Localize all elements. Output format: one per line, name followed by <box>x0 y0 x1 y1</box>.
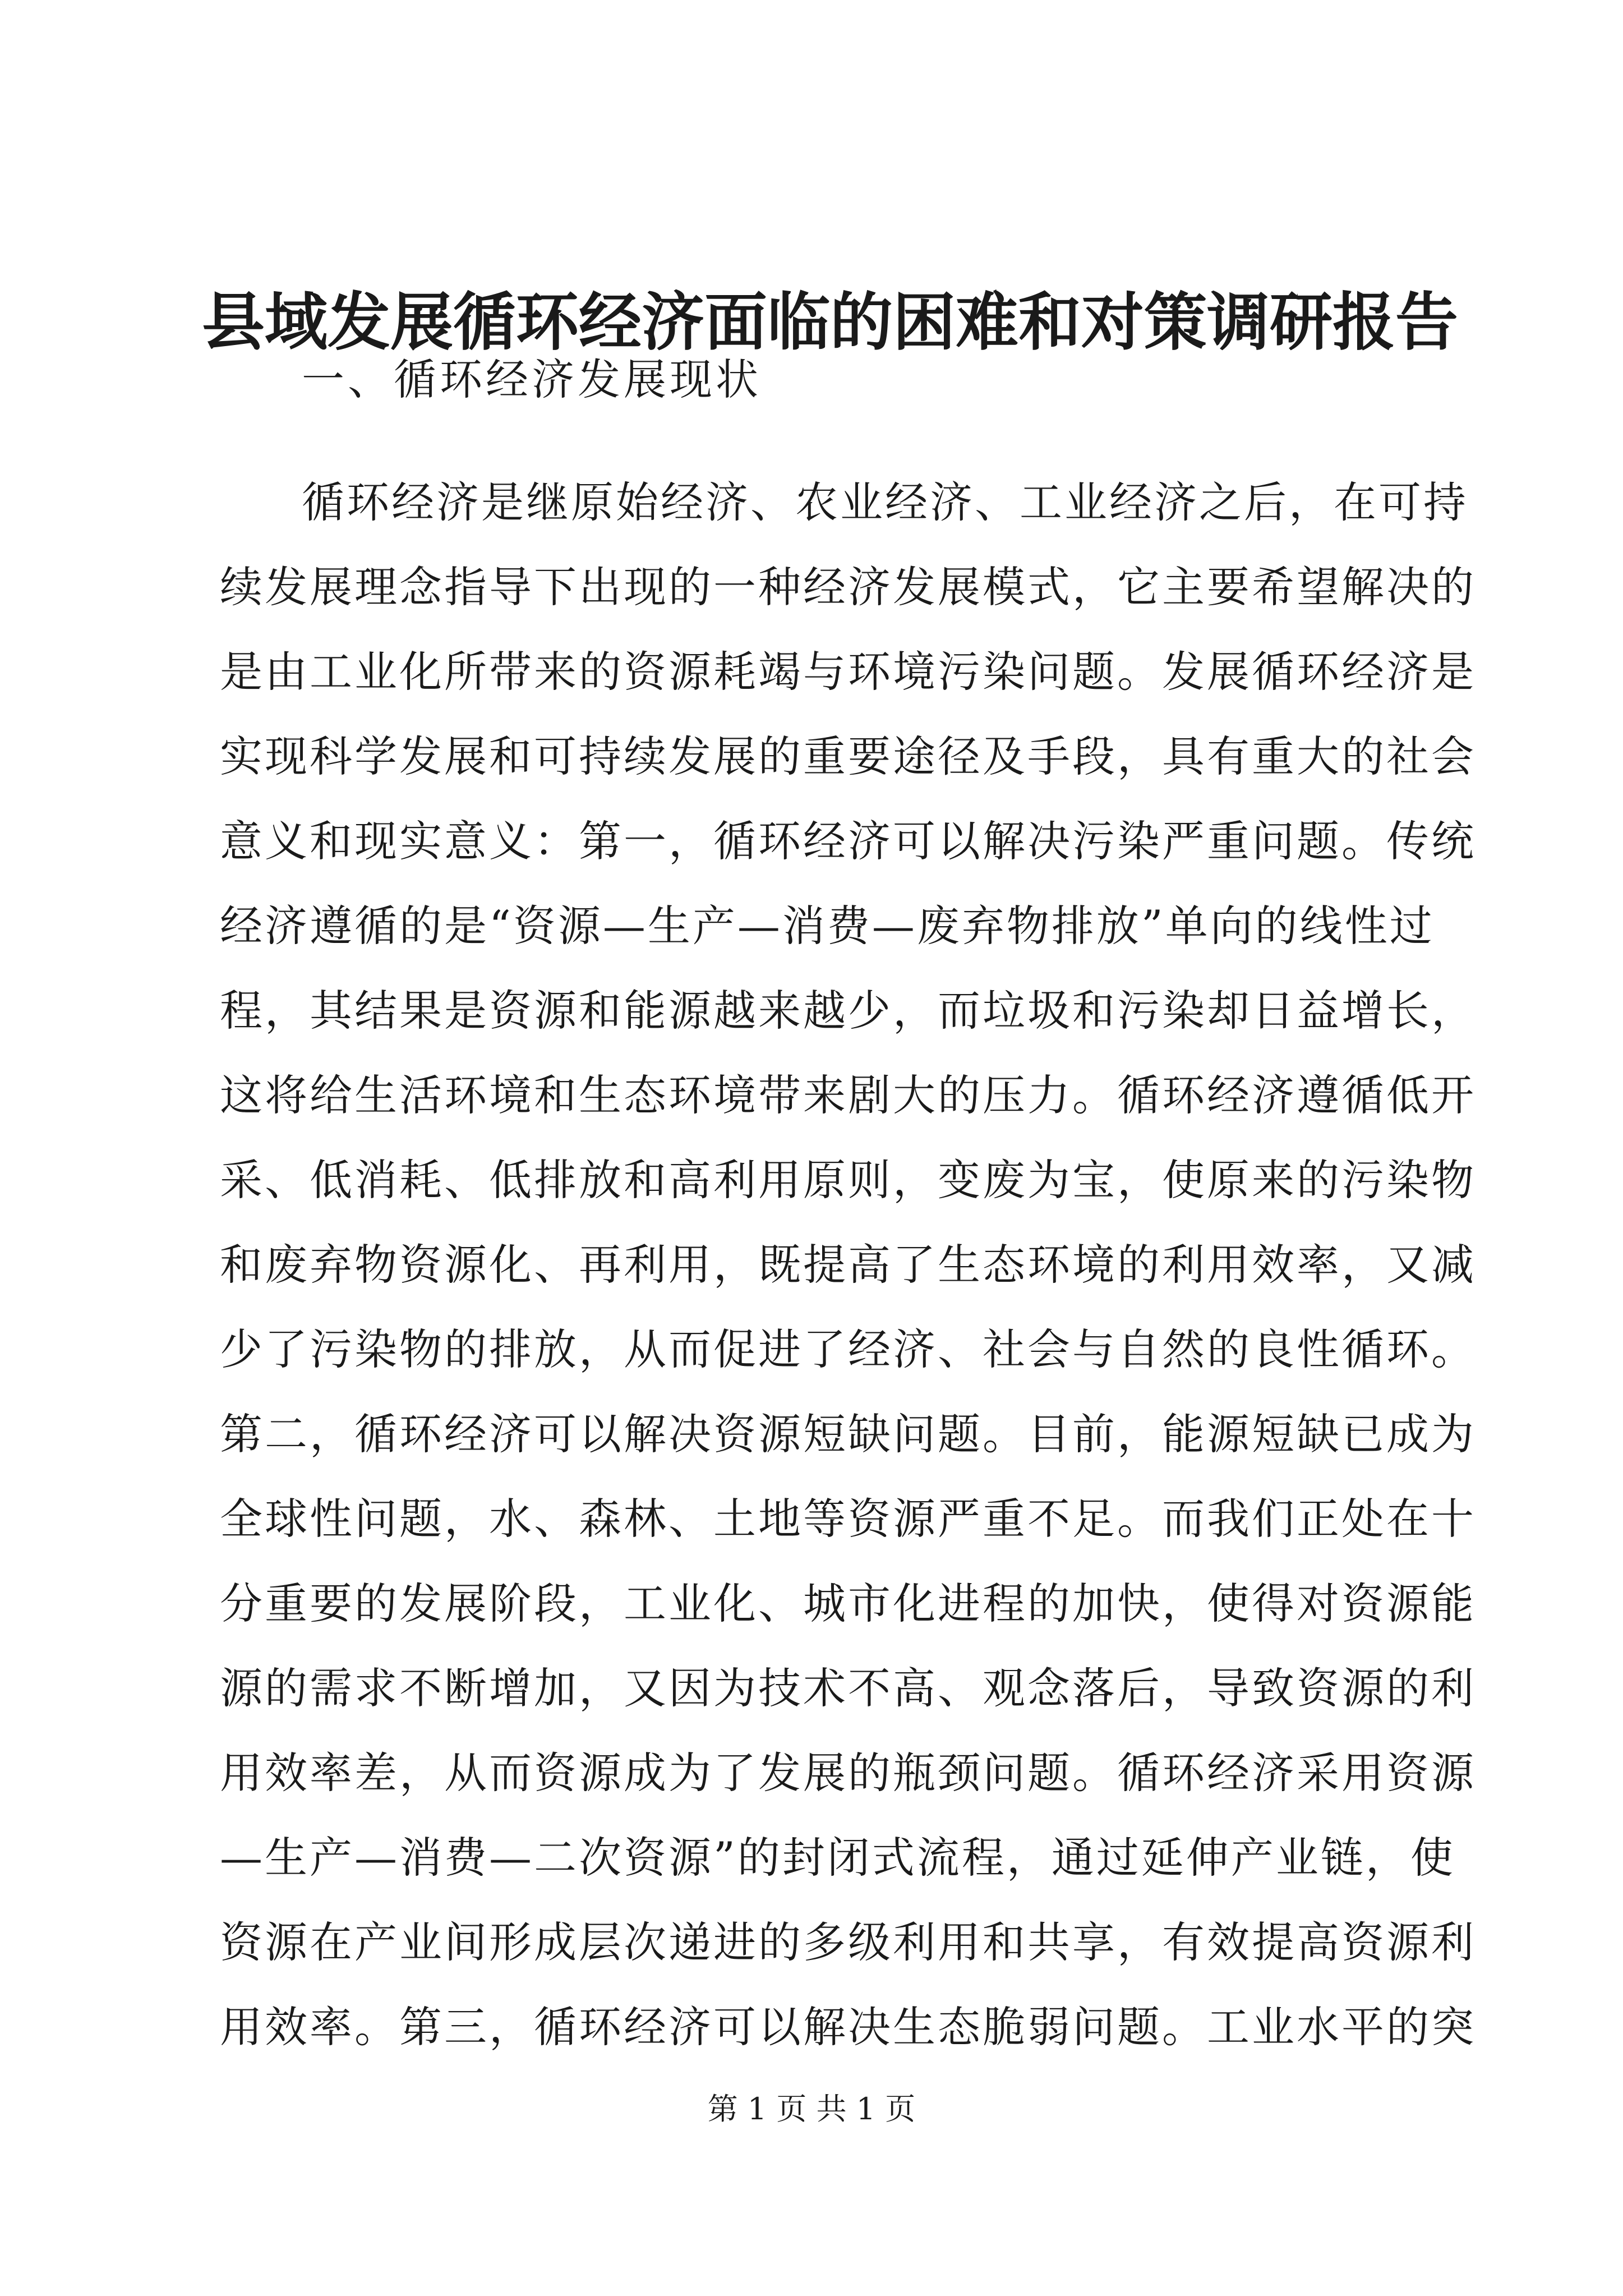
body-line: —生产—消费—二次资源”的封闭式流程，通过延伸产业链，使 <box>220 1833 1455 1883</box>
body-line: 分重要的发展阶段，工业化、城市化进程的加快，使得对资源能 <box>220 1579 1476 1628</box>
body-line: 全球性问题，水、森林、土地等资源严重不足。而我们正处在十 <box>220 1494 1476 1544</box>
body-line: 循环经济是继原始经济、农业经济、工业经济之后，在可持 <box>302 477 1468 527</box>
body-line: 是由工业化所带来的资源耗竭与环境污染问题。发展循环经济是 <box>220 647 1476 697</box>
body-line: 这将给生活环境和生态环境带来剧大的压力。循环经济遵循低开 <box>220 1070 1476 1120</box>
body-line: 程，其结果是资源和能源越来越少，而垃圾和污染却日益增长， <box>220 986 1476 1036</box>
body-paragraph <box>220 460 1476 2069</box>
body-line: 实现科学发展和可持续发展的重要途径及手段，具有重大的社会 <box>220 731 1476 781</box>
body-line: 经济遵循的是“资源—生产—消费—废弃物排放”单向的线性过 <box>220 901 1435 951</box>
body-line: 采、低消耗、低排放和高利用原则，变废为宝，使原来的污染物 <box>220 1155 1476 1205</box>
body-line: 源的需求不断增加，又因为技术不高、观念落后，导致资源的利 <box>220 1663 1476 1713</box>
page-footer: 第 1 页 共 1 页 <box>707 2091 916 2127</box>
body-line: 用效率。第三，循环经济可以解决生态脆弱问题。工业水平的突 <box>220 2002 1476 2052</box>
body-line: 资源在产业间形成层次递进的多级利用和共享，有效提高资源利 <box>220 1917 1476 1967</box>
document-title: 县域发展循环经济面临的困难和对策调研报告 <box>202 286 1458 359</box>
body-line: 意义和现实意义：第一，循环经济可以解决污染严重问题。传统 <box>220 816 1476 866</box>
body-line: 续发展理念指导下出现的一种经济发展模式，它主要希望解决的 <box>220 562 1476 612</box>
body-line: 和废弃物资源化、再利用，既提高了生态环境的利用效率，又减 <box>220 1240 1476 1290</box>
body-line: 第二，循环经济可以解决资源短缺问题。目前，能源短缺已成为 <box>220 1409 1476 1459</box>
body-line: 少了污染物的排放，从而促进了经济、社会与自然的良性循环。 <box>220 1324 1476 1374</box>
section-heading: 一、循环经济发展现状 <box>302 355 762 404</box>
body-line: 用效率差，从而资源成为了发展的瓶颈问题。循环经济采用资源 <box>220 1748 1476 1798</box>
